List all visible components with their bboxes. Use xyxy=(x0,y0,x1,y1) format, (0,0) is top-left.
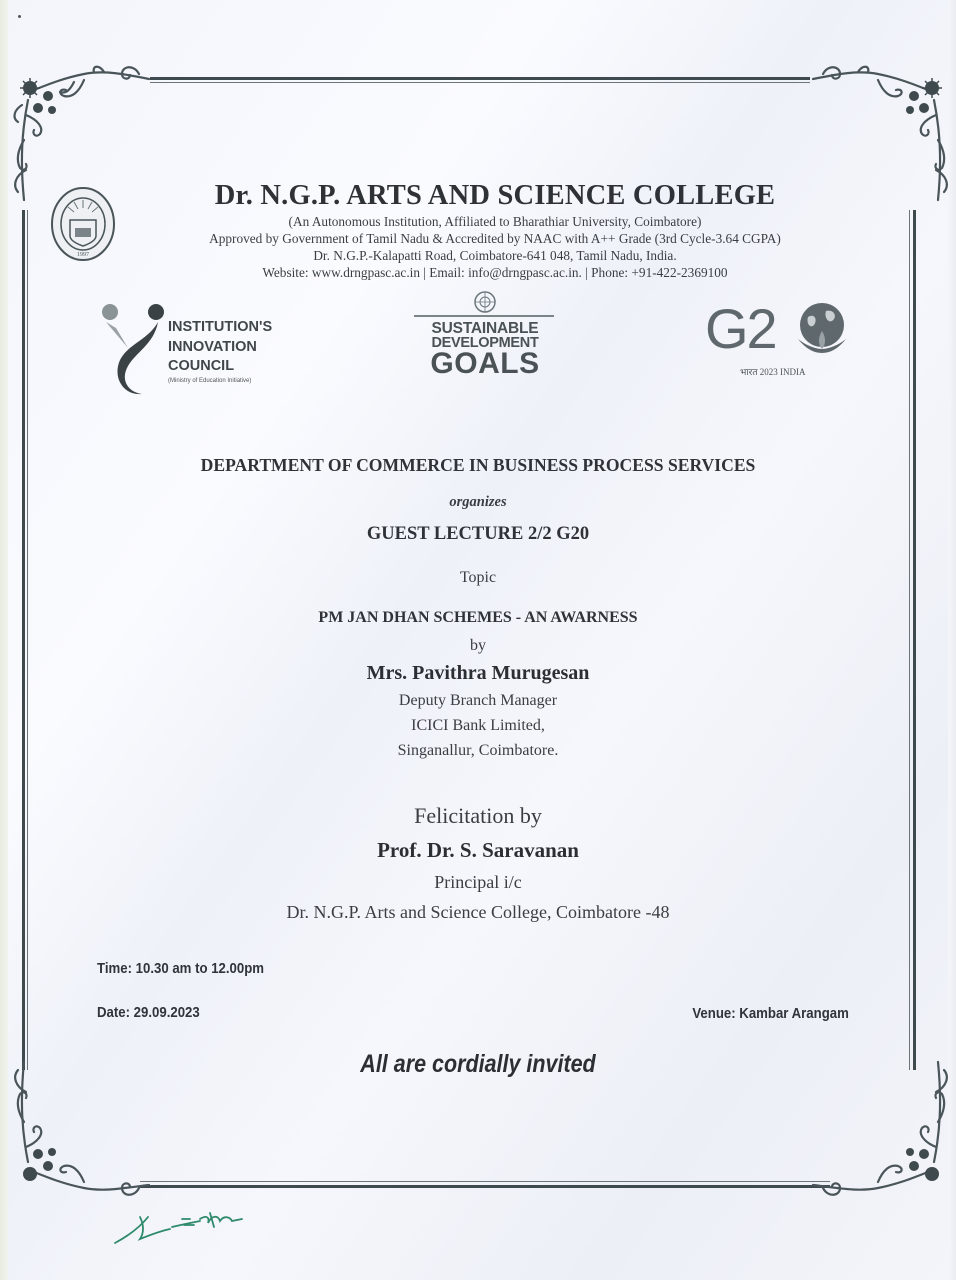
g20-subtitle: भारत 2023 INDIA xyxy=(740,367,806,377)
department-heading: DEPARTMENT OF COMMERCE IN BUSINESS PROCESS SERVICES xyxy=(200,455,756,475)
iic-subtitle: (Ministry of Education Initiative) xyxy=(168,378,252,384)
event-title: GUEST LECTURE 2/2 G20 xyxy=(366,524,590,544)
sdg-line3: GOALS xyxy=(430,347,540,380)
chief-guest-name: Prof. Dr. S. Saravanan xyxy=(377,838,579,862)
border-top-inner-line xyxy=(150,82,810,83)
speaker-location: Singanallur, Coimbatore. xyxy=(397,742,559,759)
invitation-line: All are cordially invited xyxy=(360,1050,596,1078)
sdg-divider xyxy=(414,315,554,317)
svg-text:1997: 1997 xyxy=(77,252,89,258)
address-line: Dr. N.G.P.-Kalapatti Road, Coimbatore-641 048, Tamil Nadu, India. xyxy=(313,248,677,263)
event-date: Date: 29.09.2023 xyxy=(97,1004,200,1021)
un-emblem-icon xyxy=(470,290,500,316)
g20-logo xyxy=(700,295,870,385)
border-bottom-line xyxy=(140,1185,830,1188)
event-venue: Venue: Kambar Arangam xyxy=(692,1005,849,1022)
affiliation-line: (An Autonomous Institution, Affiliated to Bharathiar University, Coimbatore) xyxy=(288,214,702,229)
signature-icon xyxy=(110,1205,260,1250)
iic-logo xyxy=(98,300,288,400)
g20-mark: G2 xyxy=(705,297,776,360)
topic-label: Topic xyxy=(459,569,497,586)
speaker-organization: ICICI Bank Limited, xyxy=(411,717,545,734)
contact-line: Website: www.drngpasc.ac.in | Email: info@drngpasc.ac.in. | Phone: +91-422-2369100 xyxy=(262,265,728,280)
accreditation-line: Approved by Government of Tamil Nadu & Accredited by NAAC with A++ Grade (3rd Cycle-3.64 CGPA) xyxy=(209,231,781,246)
iic-emblem-icon xyxy=(98,300,168,400)
floral-corner-icon xyxy=(808,60,956,210)
sdg-line2: DEVELOPMENT xyxy=(431,335,539,351)
sdg-logo xyxy=(410,290,560,385)
topic-title: PM JAN DHAN SCHEMES - AN AWARNESS xyxy=(318,609,638,626)
speaker-name: Mrs. Pavithra Murugesan xyxy=(366,662,590,684)
speaker-designation: Deputy Branch Manager xyxy=(398,692,558,709)
border-bottom-inner-line xyxy=(140,1181,830,1182)
border-top-line xyxy=(150,77,810,80)
chief-guest-designation: Principal i/c xyxy=(434,872,522,892)
event-time: Time: 10.30 am to 12.00pm xyxy=(97,960,265,977)
felicitation-label: Felicitation by xyxy=(414,803,542,828)
iic-title: INSTITUTION'S INNOVATION COUNCIL xyxy=(168,319,273,374)
chief-guest-organization: Dr. N.G.P. Arts and Science College, Coimbatore -48 xyxy=(286,902,670,922)
speck xyxy=(18,15,21,18)
sdg-line1: SUSTAINABLE xyxy=(431,320,539,337)
by-label: by xyxy=(470,637,486,654)
college-name: Dr. N.G.P. ARTS AND SCIENCE COLLEGE xyxy=(214,180,776,211)
organizes-label: organizes xyxy=(449,494,507,510)
college-seal-icon xyxy=(50,186,116,262)
lotus-globe-icon xyxy=(792,299,852,359)
